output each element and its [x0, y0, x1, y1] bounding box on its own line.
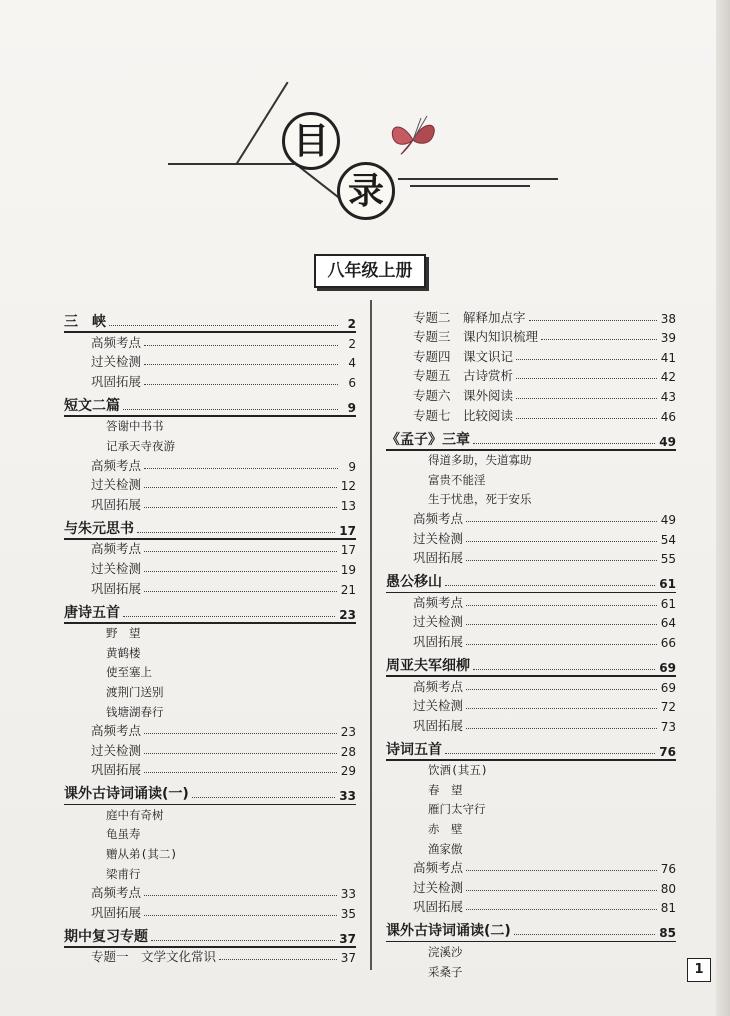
- dot-leader: [144, 363, 338, 365]
- dot-leader: [144, 486, 337, 488]
- dot-leader: [144, 570, 337, 572]
- toc-entry-label: 高频考点: [91, 541, 142, 557]
- toc-entry-label: 巩固拓展: [413, 550, 464, 566]
- dot-leader: [144, 914, 337, 916]
- toc-entry-page: 73: [660, 719, 676, 734]
- toc-entry-page: 33: [340, 887, 356, 902]
- toc-entry-label: 三 峡: [64, 314, 106, 330]
- dot-leader: [516, 358, 657, 360]
- toc-entry-page: 17: [340, 543, 356, 558]
- page-number: 1: [687, 958, 711, 982]
- toc-entry-chapter[interactable]: [386, 427, 676, 449]
- toc-entry-label: 高频考点: [91, 723, 142, 739]
- toc-entry-sub[interactable]: [386, 876, 676, 896]
- toc-entry-text[interactable]: [386, 960, 676, 980]
- dot-leader: [466, 869, 657, 871]
- toc-entry-page: 72: [660, 700, 676, 715]
- toc-entry-label: 巩固拓展: [91, 762, 142, 778]
- toc-entry-page: 81: [660, 901, 676, 916]
- toc-entry-label: 愚公移山: [386, 574, 442, 591]
- toc-entry-label: 短文二篇: [64, 397, 120, 414]
- toc-entry-page: 17: [339, 523, 356, 538]
- toc-entry-page: 35: [340, 906, 356, 921]
- dot-leader: [473, 442, 655, 444]
- toc-entry-page: 54: [660, 532, 676, 547]
- toc-entry-topic[interactable]: [386, 404, 676, 424]
- toc-entry-label: 生于忧患，死于安乐: [428, 492, 532, 507]
- toc-entry-label: 雁门太守行: [428, 802, 486, 817]
- toc-entry-label: 唐诗五首: [64, 604, 120, 621]
- toc-entry-text[interactable]: [64, 434, 356, 454]
- toc-entry-topic[interactable]: [386, 365, 676, 385]
- toc-entry-chapter[interactable]: [386, 653, 676, 675]
- toc-entry-label: 巩固拓展: [91, 904, 142, 920]
- toc-entry-label: 钱塘湖春行: [106, 704, 164, 719]
- toc-right-column: [386, 306, 676, 980]
- dot-leader: [445, 584, 655, 586]
- dot-leader: [144, 467, 338, 469]
- toc-entry-sub[interactable]: [64, 739, 356, 759]
- toc-entry-sub[interactable]: [64, 577, 356, 597]
- toc-entry-label: 过关检测: [91, 742, 142, 758]
- header-rule-right: [398, 178, 558, 180]
- toc-entry-page: 12: [340, 479, 356, 494]
- toc-entry-label: 诗词五首: [386, 741, 442, 758]
- dot-leader: [466, 520, 657, 522]
- toc-entry-label: 富贵不能淫: [428, 472, 486, 487]
- toc-entry-sub[interactable]: [64, 370, 356, 390]
- toc-entry-label: 龟虽寿: [106, 827, 141, 842]
- toc-entry-page: 37: [340, 951, 356, 966]
- toc-entry-page: 49: [660, 512, 676, 527]
- toc-entry-page: 4: [348, 356, 356, 371]
- dot-leader: [514, 933, 656, 935]
- column-divider: [370, 300, 372, 970]
- dot-leader: [516, 417, 657, 419]
- toc-entry-sub[interactable]: [64, 454, 356, 474]
- toc-entry-label: 过关检测: [413, 698, 464, 714]
- toc-entry-sub[interactable]: [386, 507, 676, 527]
- toc-entry-label: 课外古诗词诵读(二): [386, 923, 511, 940]
- toc-entry-label: 高频考点: [91, 885, 142, 901]
- toc-entry-text[interactable]: [64, 415, 356, 435]
- dot-leader: [529, 319, 657, 321]
- title-char-lu: 录: [337, 162, 395, 220]
- dot-leader: [466, 908, 657, 910]
- toc-entry-topic[interactable]: [386, 384, 676, 404]
- toc-entry-page: 37: [339, 931, 356, 946]
- toc-entry-page: 55: [660, 552, 676, 567]
- toc-entry-label: 过关检测: [91, 354, 142, 370]
- toc-entry-label: 课外古诗词诵读(一): [64, 786, 189, 803]
- dot-leader: [466, 604, 657, 606]
- toc-entry-topic[interactable]: [386, 345, 676, 365]
- toc-entry-label: 采桑子: [428, 964, 463, 979]
- toc-entry-text[interactable]: [64, 680, 356, 700]
- toc-entry-text[interactable]: [386, 837, 676, 857]
- toc-entry-page: 61: [660, 596, 676, 611]
- toc-entry-label: 专题四 课文识记: [413, 348, 514, 364]
- toc-entry-label: 过关检测: [413, 614, 464, 630]
- toc-entry-page: 6: [348, 375, 356, 390]
- toc-entry-label: 过关检测: [413, 879, 464, 895]
- toc-entry-label: 得道多助，失道寡助: [428, 453, 532, 468]
- toc-entry-page: 39: [660, 331, 676, 346]
- toc-entry-label: 记承天寺夜游: [106, 438, 175, 453]
- toc-entry-sub[interactable]: [386, 896, 676, 916]
- toc-entry-sub[interactable]: [64, 474, 356, 494]
- toc-entry-label: 使至塞上: [106, 665, 152, 680]
- toc-entry-label: 高频考点: [413, 594, 464, 610]
- toc-entry-chapter[interactable]: [64, 924, 356, 946]
- dot-leader: [144, 590, 337, 592]
- toc-entry-label: 浣溪沙: [428, 945, 463, 960]
- toc-entry-text[interactable]: [64, 842, 356, 862]
- toc-entry-sub[interactable]: [64, 720, 356, 740]
- dot-leader: [466, 707, 657, 709]
- dot-leader: [151, 939, 335, 941]
- toc-entry-label: 过关检测: [91, 477, 142, 493]
- dot-leader: [144, 506, 337, 508]
- toc-entry-label: 专题三 课内知识梳理: [413, 329, 539, 345]
- toc-entry-sub[interactable]: [386, 527, 676, 547]
- dot-leader: [466, 727, 657, 729]
- dot-leader: [445, 752, 655, 754]
- toc-entry-page: 23: [339, 607, 356, 622]
- toc-entry-page: 19: [340, 562, 356, 577]
- dot-leader: [516, 397, 657, 399]
- toc-entry-chapter[interactable]: [64, 309, 356, 331]
- toc-entry-label: 渡荆门送别: [106, 684, 164, 699]
- header-diagonal-left: [236, 82, 288, 164]
- toc-entry-page: 66: [660, 635, 676, 650]
- toc-entry-page: 64: [660, 616, 676, 631]
- toc-entry-text[interactable]: [386, 449, 676, 469]
- toc-entry-sub[interactable]: [64, 351, 356, 371]
- toc-entry-sub[interactable]: [386, 591, 676, 611]
- page-spine-edge: [716, 0, 730, 1016]
- toc-entry-label: 黄鹤楼: [106, 645, 141, 660]
- toc-entry-text[interactable]: [64, 661, 356, 681]
- toc-entry-sub[interactable]: [386, 611, 676, 631]
- dot-leader: [466, 643, 657, 645]
- toc-entry-page: 49: [659, 434, 676, 449]
- toc-entry-label: 巩固拓展: [91, 580, 142, 596]
- toc-entry-page: 43: [660, 389, 676, 404]
- toc-entry-label: 高频考点: [91, 334, 142, 350]
- butterfly-icon: [383, 112, 443, 162]
- toc-left-column: [64, 306, 356, 965]
- toc-entry-chapter[interactable]: [386, 918, 676, 940]
- toc-entry-chapter[interactable]: [386, 737, 676, 759]
- toc-entry-sub[interactable]: [386, 630, 676, 650]
- toc-entry-sub[interactable]: [64, 331, 356, 351]
- toc-entry-topic[interactable]: [64, 946, 356, 966]
- toc-entry-text[interactable]: [64, 641, 356, 661]
- toc-entry-page: 9: [348, 459, 356, 474]
- toc-entry-label: 专题五 古诗赏析: [413, 368, 514, 384]
- toc-entry-text[interactable]: [386, 778, 676, 798]
- toc-entry-page: 38: [660, 311, 676, 326]
- toc-entry-chapter[interactable]: [64, 393, 356, 415]
- toc-entry-page: 21: [340, 582, 356, 597]
- toc-entry-page: 76: [660, 862, 676, 877]
- toc-entry-sub[interactable]: [64, 493, 356, 513]
- toc-entry-page: 85: [659, 926, 676, 941]
- toc-entry-label: 渔家傲: [428, 841, 463, 856]
- toc-entry-page: 42: [660, 370, 676, 385]
- toc-entry-label: 专题六 课外阅读: [413, 387, 514, 403]
- toc-entry-label: 饮酒(其五): [428, 763, 488, 778]
- toc-entry-page: 13: [340, 498, 356, 513]
- dot-leader: [219, 958, 337, 960]
- toc-entry-label: 专题二 解释加点字: [413, 309, 526, 325]
- toc-entry-label: 《孟子》三章: [386, 431, 470, 448]
- toc-entry-page: 28: [340, 744, 356, 759]
- toc-entry-page: 9: [347, 400, 356, 415]
- toc-entry-label: 专题一 文学文化常识: [91, 949, 217, 965]
- toc-entry-label: 周亚夫军细柳: [386, 657, 470, 674]
- dot-leader: [109, 324, 338, 326]
- dot-leader: [123, 615, 335, 617]
- toc-entry-text[interactable]: [64, 823, 356, 843]
- dot-leader: [516, 377, 657, 379]
- toc-entry-text[interactable]: [64, 862, 356, 882]
- dot-leader: [466, 688, 657, 690]
- toc-entry-text[interactable]: [386, 759, 676, 779]
- dot-leader: [192, 796, 336, 798]
- dot-leader: [466, 540, 657, 542]
- toc-entry-chapter[interactable]: [64, 600, 356, 622]
- toc-entry-page: 80: [660, 881, 676, 896]
- toc-entry-text[interactable]: [64, 803, 356, 823]
- title-char-mu: 目: [282, 112, 340, 170]
- toc-entry-page: 23: [340, 725, 356, 740]
- toc-entry-label: 高频考点: [413, 678, 464, 694]
- toc-entry-label: 过关检测: [413, 530, 464, 546]
- toc-entry-label: 巩固拓展: [413, 717, 464, 733]
- toc-entry-label: 赠从弟(其二): [106, 847, 178, 862]
- toc-entry-sub[interactable]: [64, 557, 356, 577]
- toc-entry-sub[interactable]: [386, 547, 676, 567]
- toc-entry-label: 与朱元思书: [64, 520, 134, 537]
- dot-leader: [473, 668, 655, 670]
- toc-entry-page: 46: [660, 409, 676, 424]
- toc-entry-label: 专题七 比较阅读: [413, 407, 514, 423]
- dot-leader: [466, 889, 657, 891]
- toc-entry-label: 答谢中书书: [106, 419, 164, 434]
- toc-entry-chapter[interactable]: [64, 516, 356, 538]
- toc-entry-sub[interactable]: [64, 882, 356, 902]
- toc-entry-sub[interactable]: [64, 901, 356, 921]
- toc-entry-text[interactable]: [386, 468, 676, 488]
- toc-entry-text[interactable]: [64, 622, 356, 642]
- volume-title: 八年级上册: [314, 254, 426, 288]
- toc-entry-chapter[interactable]: [64, 781, 356, 803]
- dot-leader: [137, 531, 335, 533]
- toc-entry-sub[interactable]: [386, 675, 676, 695]
- toc-entry-page: 41: [660, 350, 676, 365]
- toc-entry-label: 巩固拓展: [413, 633, 464, 649]
- header-rule-left: [168, 163, 294, 165]
- dot-leader: [144, 771, 337, 773]
- dot-leader: [541, 338, 657, 340]
- toc-entry-page: 2: [347, 317, 356, 331]
- toc-entry-sub[interactable]: [64, 759, 356, 779]
- toc-entry-topic[interactable]: [386, 306, 676, 326]
- toc-entry-page: 69: [659, 660, 676, 675]
- toc-entry-sub[interactable]: [386, 714, 676, 734]
- toc-entry-text[interactable]: [386, 798, 676, 818]
- header-rule-right-2: [410, 185, 530, 187]
- toc-entry-label: 野 望: [106, 626, 141, 641]
- toc-entry-text[interactable]: [386, 488, 676, 508]
- toc-entry-page: 61: [659, 577, 676, 592]
- dot-leader: [144, 550, 337, 552]
- dot-leader: [144, 383, 338, 385]
- toc-entry-label: 高频考点: [413, 860, 464, 876]
- toc-entry-page: 76: [659, 744, 676, 759]
- toc-entry-chapter[interactable]: [386, 569, 676, 591]
- toc-entry-label: 庭中有奇树: [106, 807, 164, 822]
- dot-leader: [123, 408, 338, 410]
- toc-entry-text[interactable]: [386, 817, 676, 837]
- toc-entry-page: 29: [340, 764, 356, 779]
- toc-entry-label: 梁甫行: [106, 866, 141, 881]
- toc-entry-label: 巩固拓展: [91, 496, 142, 512]
- toc-entry-text[interactable]: [386, 940, 676, 960]
- toc-entry-sub[interactable]: [386, 695, 676, 715]
- toc-entry-label: 巩固拓展: [91, 373, 142, 389]
- dot-leader: [144, 344, 338, 346]
- toc-entry-text[interactable]: [64, 700, 356, 720]
- toc-entry-label: 巩固拓展: [413, 899, 464, 915]
- dot-leader: [144, 894, 337, 896]
- dot-leader: [144, 732, 337, 734]
- toc-entry-page: 69: [660, 680, 676, 695]
- toc-entry-label: 高频考点: [413, 510, 464, 526]
- toc-entry-topic[interactable]: [386, 326, 676, 346]
- dot-leader: [466, 623, 657, 625]
- toc-entry-label: 过关检测: [91, 560, 142, 576]
- toc-entry-label: 赤 壁: [428, 822, 463, 837]
- toc-entry-label: 期中复习专题: [64, 928, 148, 945]
- dot-leader: [144, 752, 337, 754]
- toc-entry-label: 高频考点: [91, 457, 142, 473]
- toc-entry-sub[interactable]: [64, 538, 356, 558]
- toc-entry-sub[interactable]: [386, 857, 676, 877]
- dot-leader: [466, 559, 657, 561]
- toc-entry-page: 33: [339, 789, 356, 804]
- toc-entry-page: 2: [348, 336, 356, 351]
- toc-entry-label: 春 望: [428, 782, 463, 797]
